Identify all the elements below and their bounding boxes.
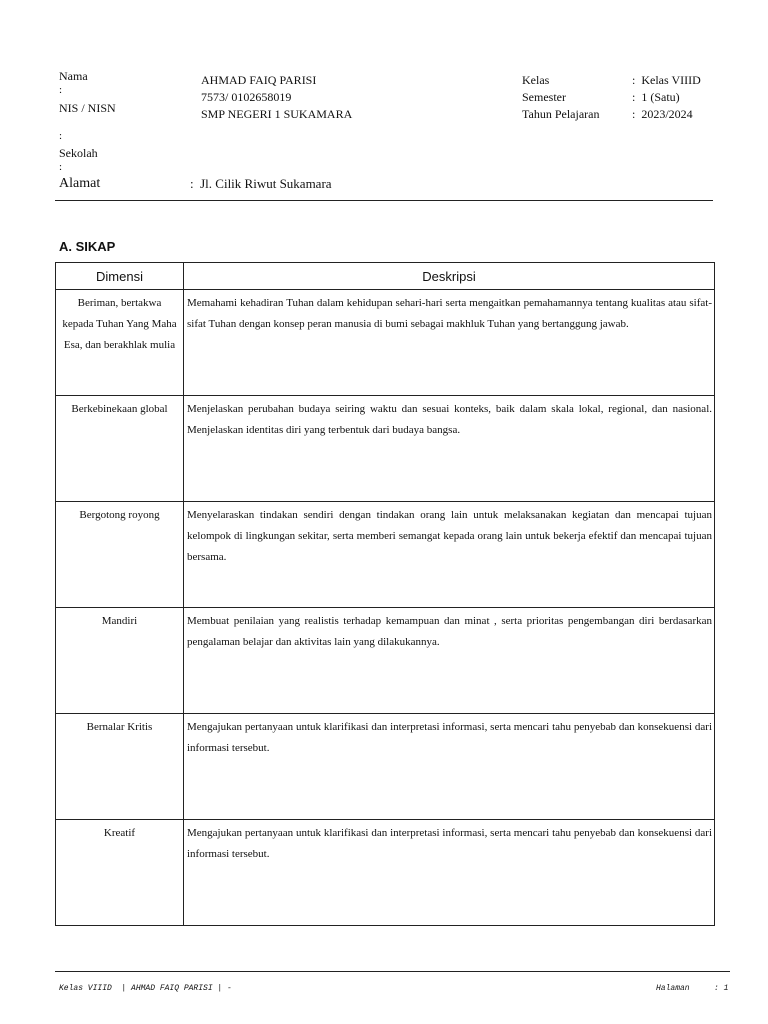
header-dimensi: Dimensi [56, 263, 184, 290]
table-row [56, 290, 715, 396]
nama-label: Nama [59, 69, 88, 83]
table-row [56, 396, 715, 502]
tahun-value: : 2023/2024 [632, 107, 693, 121]
table-header-row [56, 263, 715, 290]
description-cell: Memahami kehadiran Tuhan dalam kehidupan sehari-hari serta mengaitkan pemahamannya tentang kualitas atau sifat-sifat Tuhan dengan konsep peran manusia di bumi sebagai makhluk Tuhan yang bertanggung jawab. [184, 290, 715, 396]
description-cell: Menyelaraskan tindakan sendiri dengan tindakan orang lain untuk melaksanakan kegiatan dan mencapai tujuan kelompok di lingkungan sekitar, serta memberi semangat kepada orang lain untuk bekerja efektif dan mencapai tujuan bersama. [184, 502, 715, 608]
kelas-value: : Kelas VIIID [632, 73, 701, 87]
description-cell: Membuat penilaian yang realistis terhadap kemampuan dan minat , serta prioritas pengembangan diri berdasarkan pengalaman belajar dan aktivitas lain yang dilakukannya. [184, 608, 715, 714]
description-cell: Mengajukan pertanyaan untuk klarifikasi dan interpretasi informasi, serta mencari tahu penyebab dan konsekuensi dari informasi tersebut. [184, 820, 715, 926]
sekolah-colon: : [59, 161, 63, 173]
sekolah-label: Sekolah [59, 146, 98, 160]
footer-divider [55, 971, 730, 972]
dimension-cell: Bernalar Kritis [56, 714, 184, 820]
alamat-value: : Jl. Cilik Riwut Sukamara [190, 176, 332, 191]
footer-page-number: : 1 [714, 984, 729, 993]
header-deskripsi: Deskripsi [184, 263, 715, 290]
footer-info: Kelas VIIID | AHMAD FAIQ PARISI | - [59, 984, 232, 993]
footer-page-label: Halaman [656, 984, 690, 993]
dimension-cell: Bergotong royong [56, 502, 184, 608]
kelas-label: Kelas [522, 73, 550, 87]
dimension-cell: Kreatif [56, 820, 184, 926]
tahun-label: Tahun Pelajaran [522, 107, 600, 121]
section-title: A. SIKAP [59, 239, 116, 254]
table-row [56, 820, 715, 926]
nis-value: 7573/ 0102658019 [201, 90, 292, 104]
header-divider [55, 200, 713, 201]
semester-value: : 1 (Satu) [632, 90, 680, 104]
nis-label: NIS / NISN [59, 101, 116, 115]
description-cell: Mengajukan pertanyaan untuk klarifikasi dan interpretasi informasi, serta mencari tahu penyebab dan konsekuensi dari informasi tersebut. [184, 714, 715, 820]
dimension-cell: Beriman, bertakwa kepada Tuhan Yang Maha Esa, dan berakhlak mulia [56, 290, 184, 396]
description-cell: Menjelaskan perubahan budaya seiring waktu dan sesuai konteks, baik dalam skala lokal, regional, dan nasional. Menjelaskan identitas diri yang terbentuk dari budaya bangsa. [184, 396, 715, 502]
nama-value: AHMAD FAIQ PARISI [201, 73, 317, 87]
sekolah-value: SMP NEGERI 1 SUKAMARA [201, 107, 353, 121]
nis-colon: : [59, 130, 63, 142]
semester-label: Semester [522, 90, 566, 104]
table-row [56, 502, 715, 608]
dimension-cell: Mandiri [56, 608, 184, 714]
alamat-label: Alamat [59, 176, 101, 191]
dimension-cell: Berkebinekaan global [56, 396, 184, 502]
nama-colon: : [59, 84, 63, 96]
table-row [56, 608, 715, 714]
table-row [56, 714, 715, 820]
sikap-table [55, 262, 715, 926]
